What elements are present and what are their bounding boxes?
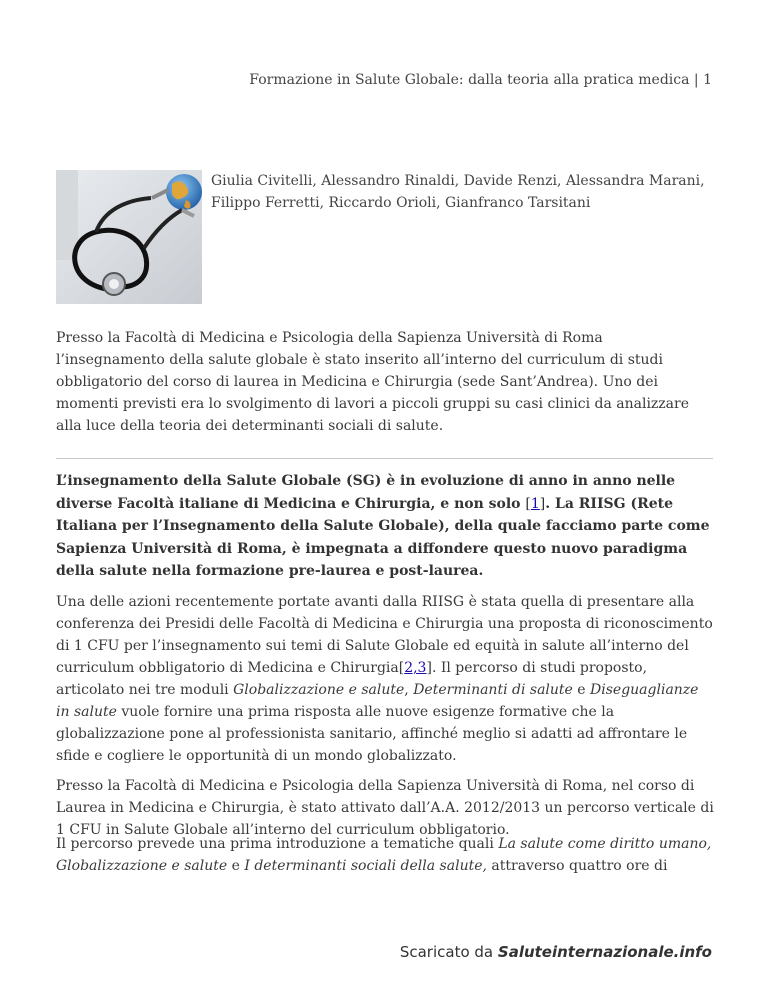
footer-prefix: Scaricato da (399, 943, 498, 961)
p4-text-2: attraverso quattro ore di (486, 858, 668, 874)
body-paragraph-2: Presso la Facoltà di Medicina e Psicologia della Sapienza Università di Roma, nel corso di Laurea in Medicina e Chirurgia, è stato attivato dall’A.A. 2012/2013 un percorso verticale di 1 CFU in Salute Globale all’interno del curriculum obbligatorio. (56, 778, 714, 838)
authors-line-2: Filippo Ferretti, Riccardo Orioli, Gianfranco Tarsitani (211, 195, 591, 211)
p2-module-1: Globalizzazione e salute (233, 682, 405, 698)
p2-text-3: vuole fornire una prima risposta alle nuove esigenze formative che la globalizzazione pone al professionista sanitario, affinché meglio si adatti ad affrontare le sfide e cogliere le opportunità di un mondo globalizzato. (56, 704, 688, 764)
running-header: Formazione in Salute Globale: dalla teoria alla pratica medica | 1 (249, 72, 712, 88)
p4-topic-1: La salute come diritto umano, Globalizzazione e salute (56, 836, 712, 874)
p4-topic-2: I determinanti sociali della salute, (244, 858, 487, 874)
lead-paragraph (56, 470, 716, 583)
footer-site-link[interactable]: Saluteinternazionale.info (497, 943, 712, 961)
reference-link-1[interactable]: 1 (530, 495, 540, 512)
p2-text-1: Una delle azioni recentemente portate avanti dalla RIISG è stata quella di presentare alla conferenza dei Presidi delle Facoltà di Medicina e Chirurgia una proposta di riconoscimento di 1 CFU per l’insegnamento sui temi di Salute Globale ed equità in salute all’interno del curriculum obbligatorio di Medicina e Chirurgia (56, 594, 713, 676)
p2-module-3: Diseguaglianze in salute (56, 682, 699, 720)
intro-paragraph: Presso la Facoltà di Medicina e Psicologia della Sapienza Università di Roma l’insegnamento della salute globale è stato inserito all’interno del curriculum di studi obbligatorio del corso di laurea in Medicina e Chirurgia (sede Sant’Andrea). Uno dei momenti previsti era lo svolgimento di lavori a piccoli gruppi su casi clinici da analizzare alla luce della teoria dei determinanti sociali di salute. (56, 330, 690, 434)
p2-ref-open: [ (398, 660, 405, 676)
p2-text-2: . Il percorso di studi proposto, articolato nei tre moduli (56, 660, 648, 698)
authors-block (56, 170, 716, 306)
authors-list (211, 170, 716, 214)
reference-link-2-3[interactable]: 2,3 (404, 660, 427, 676)
section-divider (56, 458, 713, 459)
lead-text-1: L’insegnamento della Salute Globale (SG) è in evoluzione di anno in anno nelle diverse Facoltà italiane di Medicina e Chirurgia, e non solo (56, 473, 676, 512)
p4-sep-1: e (227, 858, 245, 874)
p2-sep-2: e (572, 682, 591, 698)
download-footer (400, 943, 712, 961)
p2-sep-1: , (404, 682, 414, 698)
authors-line-1: Giulia Civitelli, Alessandro Rinaldi, Davide Renzi, Alessandra Marani, (211, 173, 705, 189)
p2-ref-close: ] (426, 660, 432, 676)
lead-text-2: . La RIISG (Rete Italiana per l’Insegnamento della Salute Globale), della quale facciamo parte come Sapienza Università di Roma, è impegnata a diffondere questo nuovo paradigma della salute nella formazione pre-laurea e post-laurea. (56, 495, 710, 579)
lead-ref-close: ] (539, 495, 546, 512)
body-paragraph-3 (56, 833, 716, 877)
stethoscope-globe-image (56, 170, 202, 304)
lead-ref-open: [ (525, 495, 531, 512)
body-paragraph-1 (56, 591, 716, 767)
p2-module-2: Determinanti di salute (413, 682, 573, 698)
p4-text-1: Il percorso prevede una prima introduzione a tematiche quali (56, 836, 499, 852)
